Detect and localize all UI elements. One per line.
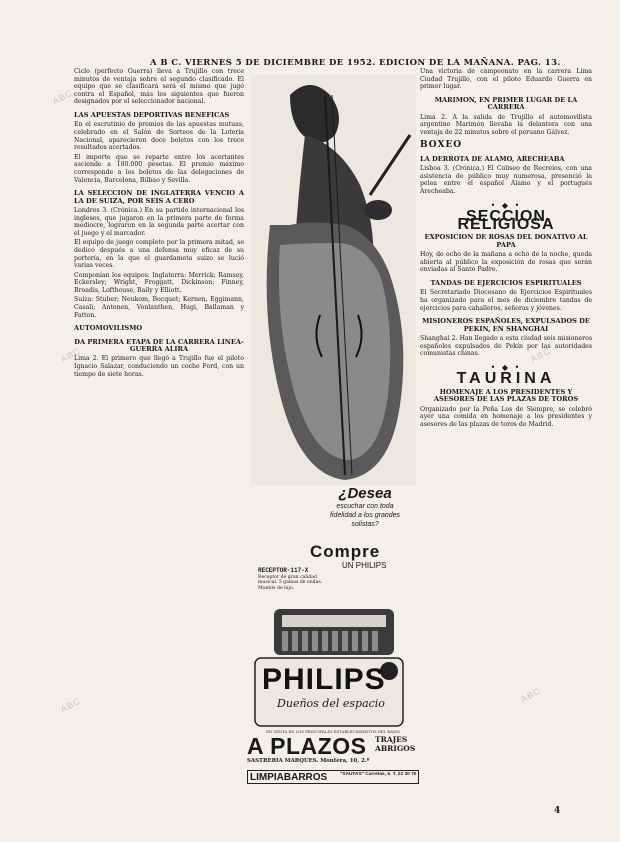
paragraph: Shanghai 2. Han llegado a esta ciudad seis misioneros españoles expulsados de Pekín por las autoridades comunistas chinas. bbox=[420, 334, 592, 358]
paragraph: El equipo de juego completo por la primera mitad, se dedicó después a una defensa muy eficaz de su portería, en la que el guardameta suizo se lució varias veces. bbox=[74, 239, 244, 270]
philips-slogan: Dueños del espacio bbox=[277, 697, 385, 710]
limpiabarros-address: "SAUTAS" Carretas, 6. T. 22 30 70 bbox=[340, 772, 417, 777]
section-taurina: TAURINA bbox=[456, 370, 556, 388]
headline-apuestas: LAS APUESTAS DEPORTIVAS BENEFICAS bbox=[74, 110, 230, 119]
section-religiosa: SECCION RELIGIOSA bbox=[457, 208, 555, 233]
limpiabarros-title: LIMPIABARROS bbox=[250, 772, 328, 783]
ad-question-line: escuchar con toda bbox=[336, 503, 394, 510]
paragraph: El importe que se reparte entre los acertantes asciende a 180.000 pesetas. El premio máximo corresponde a los boletos de las delegaciones de Valencia, Barcelona, Bilbao y Sevilla. bbox=[74, 153, 244, 184]
headline-rosas: EXPOSICION DE ROSAS DEL DONATIVO AL PAPA bbox=[424, 233, 588, 249]
ad-question-line: fidelidad a los grandes bbox=[329, 512, 401, 519]
headline-alamo: LA DERROTA DE ALAMO, ARECHEABA bbox=[420, 154, 565, 163]
intro-paragraph: Ciclo (perfecto Guerra) lleva a Trujillo con trece minutos de ventaja sobre el segundo clasificado. El equipo que se clasificará será el mismo que jugó contra el Español, más los siguientes que fueron designados por el seleccionador nacional. bbox=[74, 68, 244, 106]
watermark: ABC bbox=[518, 685, 543, 705]
paragraph: En el escrutinio de premios de las apuestas mutuas, celebrado en el Salón de Sorteos de la Lotería Nacional, aparecieron doce boletos con los trece resultados acertados. bbox=[74, 121, 244, 152]
headline-homenaje: HOMENAJE A LOS PRESIDENTES Y ASESORES DE LAS PLAZAS DE TOROS bbox=[433, 387, 579, 404]
plazos-item: TRAJES bbox=[375, 735, 408, 744]
right-column bbox=[420, 68, 592, 838]
ad-compre: Compre bbox=[310, 542, 381, 561]
paragraph: Lima 2. A la salida de Trujillo el automovilista argentino Marimón llevaba la delantera con una ventaja de 22 minutos sobre el peruano Gálvez. bbox=[420, 113, 592, 136]
watermark: ABC bbox=[50, 87, 75, 107]
ornament-divider: • ◆ • bbox=[490, 362, 522, 372]
ad-footer: EN VENTA EN LOS PRINCIPALES ESTABLECIMIENTOS DEL RAMO bbox=[266, 729, 400, 734]
paragraph: Suiza: Stuber; Neukom, Bocquet; Kernen, Eggimann, Casali; Antenen, Vonlanthen, Hugi, Ballaman y Fatton. bbox=[74, 296, 244, 319]
headline-inglaterra: LA SELECCION DE INGLATERRA VENCIO A LA DE SUIZA, POR SEIS A CERO bbox=[74, 189, 244, 205]
philips-logo-text: PHILIPS bbox=[262, 663, 386, 696]
ad-model: RECEPTOR-117-X bbox=[258, 567, 309, 574]
watermark: ABC bbox=[528, 345, 553, 365]
plazos-items bbox=[375, 735, 415, 753]
plazos-title: A PLAZOS bbox=[247, 733, 367, 759]
paragraph: Organizado por la Peña Los de Siempre, se celebró ayer una comida en homenaje a los presidentes y asesores de las plazas de toros de Madrid. bbox=[420, 405, 592, 428]
headline-marimon: MARIMON, EN PRIMER LUGAR DE LA CARRERA bbox=[434, 95, 578, 112]
headline-carrera: DA PRIMERA ETAPA DE LA CARRERA LINEA-GUERRA ALIRA bbox=[74, 337, 244, 354]
plazos-item: ABRIGOS bbox=[375, 744, 416, 753]
section-automovilismo: AUTOMOVILISMO bbox=[74, 324, 143, 333]
page-number: 4 bbox=[554, 806, 561, 816]
watermark: ABC bbox=[58, 695, 83, 715]
ornament-divider: • ◆ • bbox=[490, 200, 522, 210]
plazos-address: SASTRERIA MARQUES. Montera, 10, 2.º bbox=[247, 758, 370, 764]
ad-question-title: ¿Desea bbox=[338, 485, 392, 502]
paragraph: Lisboa 3. (Crónica.) El Coliseo de Recreios, con una asistencia de público muy numerosa, presenció la pelea entre el español Álamo y el portugués Arecheaba. bbox=[420, 165, 592, 195]
ad-specs: Receptor de gran calidad musical. 5 gamas de ondas. Mueble de lujo. bbox=[258, 575, 323, 591]
paragraph: El Secretariado Diocesano de Ejercicios Espirituales ha organizado para el mes de diciembre tandas de ejercicios para caballeros, señoras y jóvenes. bbox=[420, 289, 592, 312]
left-column bbox=[74, 68, 244, 838]
watermark: ABC bbox=[58, 345, 83, 365]
ad-brand-small: UN PHILIPS bbox=[342, 561, 387, 570]
ad-question bbox=[310, 485, 416, 529]
paragraph: Londres 3. (Crónica.) En su partido internacional los ingleses, que jugaron en la primera parte de forma mediocre, lograron en la segunda parte acertar con el juego y el marcador. bbox=[74, 206, 244, 237]
section-boxeo: BOXEO bbox=[420, 140, 463, 151]
page-header: A B C. VIERNES 5 DE DICIEMBRE DE 1952. EDICION DE LA MAÑANA. PAG. 13. bbox=[150, 58, 561, 68]
ad-question-line: solistas? bbox=[351, 521, 379, 528]
philips-advertisement bbox=[250, 75, 416, 735]
paragraph: Lima 2. El primero que llegó a Trujillo fue el piloto Ignacio Salazar, conduciendo un coche Ford, con un tiempo de siete horas. bbox=[74, 355, 244, 378]
paragraph: Una victoria de campeonato en la carrera Lima Ciudad Trujillo, con el piloto Eduardo Guerra en primer lugar. bbox=[420, 68, 592, 91]
cellist-illustration bbox=[250, 75, 416, 485]
headline-misioneros: MISIONEROS ESPAÑOLES, EXPULSADOS DE PEKIN, EN SHANGHAI bbox=[422, 317, 590, 333]
limpiabarros-advertisement bbox=[247, 770, 419, 784]
headline-ejercicios: TANDAS DE EJERCICIOS ESPIRITUALES bbox=[430, 278, 582, 287]
paragraph: Componían los equipos: Inglaterra: Merrick; Ramsey, Eckersley; Wright, Froggatt, Dickinson; Finney, Broadis, Lofthouse, Baily y Elliott. bbox=[74, 271, 244, 294]
paragraph: Hoy, de ocho de la mañana a ocho de la noche, queda abierta al público la exposición de rosas que serán enviadas al Santo Padre. bbox=[420, 251, 592, 274]
